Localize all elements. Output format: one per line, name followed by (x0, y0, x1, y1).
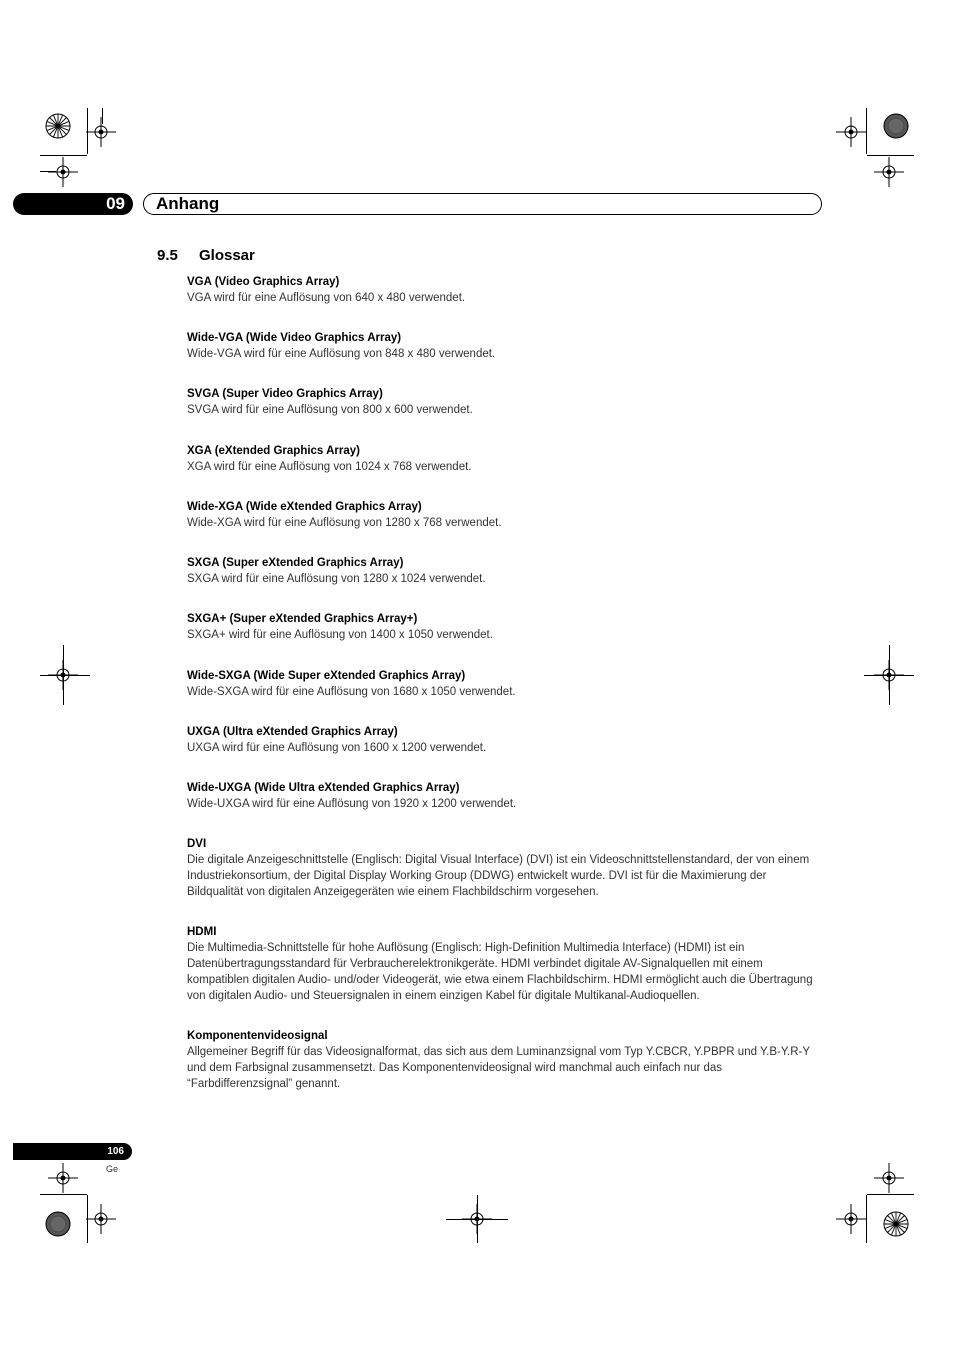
glossary-entry (187, 386, 823, 418)
crop-line (864, 675, 914, 676)
registration-circle-icon (44, 112, 72, 140)
chapter-title: Anhang (156, 194, 220, 213)
chapter-number-tab: 09 (13, 193, 133, 215)
glossary-term: XGA (eXtended Graphics Array) (187, 445, 360, 457)
glossary-definition: Die digitale Anzeigeschnittstelle (Englisch: Digital Visual Interface) (DVI) ist ein Videoschnittstellenstandard, der von einem Industriekonsortium, der Digital Display Working Group (DDWG) entwickelt wurde. DVI ist für die Maximierung der Bildqualität von digitalen Anzeigegeräten wie einem Flachbildschirm vorgesehen. (187, 854, 810, 898)
glossary-entry (187, 499, 823, 531)
glossary-term: VGA (Video Graphics Array) (187, 276, 340, 288)
crop-line (40, 171, 56, 172)
crop-line (477, 1195, 478, 1243)
crop-line (40, 1194, 87, 1195)
glossary-definition: VGA wird für eine Auflösung von 640 x 480 verwendet. (187, 292, 466, 304)
glossary-term: Wide-SXGA (Wide Super eXtended Graphics Array) (187, 670, 466, 682)
section-heading (157, 247, 255, 264)
crop-line (40, 155, 87, 156)
glossary-term: HDMI (187, 926, 217, 938)
glossary-entry (187, 1028, 823, 1092)
glossary-term: SVGA (Super Video Graphics Array) (187, 388, 383, 400)
registration-circle-icon (882, 112, 910, 140)
glossary-term: Wide-UXGA (Wide Ultra eXtended Graphics Array) (187, 782, 460, 794)
glossary-term: Wide-VGA (Wide Video Graphics Array) (187, 332, 402, 344)
chapter-header-bar (143, 193, 822, 215)
glossary-entry (187, 330, 823, 362)
glossary-entry (187, 724, 823, 756)
section-number: 9.5 (157, 247, 178, 264)
crosshair-icon (874, 157, 904, 187)
language-code: Ge (106, 1164, 119, 1174)
crop-line (867, 155, 914, 156)
crop-line (102, 108, 103, 124)
glossary-term: UXGA (Ultra eXtended Graphics Array) (187, 726, 398, 738)
registration-circle-icon (882, 1210, 910, 1238)
glossary-entry (187, 668, 823, 700)
glossary-definition: XGA wird für eine Auflösung von 1024 x 768 verwendet. (187, 461, 472, 473)
crosshair-icon (836, 117, 866, 147)
glossary-term: SXGA (Super eXtended Graphics Array) (187, 557, 404, 569)
crop-line (866, 108, 867, 154)
glossary-definition: SXGA wird für eine Auflösung von 1280 x 1024 verwendet. (187, 573, 486, 585)
glossary-definition: SVGA wird für eine Auflösung von 800 x 600 verwendet. (187, 404, 473, 416)
crosshair-icon (86, 1204, 116, 1234)
section-title: Glossar (199, 247, 255, 264)
glossary-definition: UXGA wird für eine Auflösung von 1600 x 1200 verwendet. (187, 742, 487, 754)
glossary-term: Komponentenvideosignal (187, 1030, 328, 1042)
page-number: 106 (13, 1143, 132, 1160)
glossary-entry (187, 555, 823, 587)
crop-line (87, 1195, 88, 1243)
glossary-entry (187, 274, 823, 306)
glossary-entry (187, 611, 823, 643)
glossary-list (187, 274, 823, 1092)
glossary-definition: SXGA+ wird für eine Auflösung von 1400 x 1050 verwendet. (187, 629, 493, 641)
glossary-definition: Allgemeiner Begriff für das Videosignalformat, das sich aus dem Luminanzsignal vom Typ Y.CBCR, Y.PBPR und Y.B-Y.R-Y und dem Farbsignal zusammensetzt. Das Komponentenvideosignal wird manchmal auch einfach nur das “Farbdifferenzsignal” genannt. (187, 1046, 810, 1090)
glossary-entry (187, 924, 823, 1004)
crop-line (867, 1194, 914, 1195)
registration-circle-icon (44, 1210, 72, 1238)
glossary-term: SXGA+ (Super eXtended Graphics Array+) (187, 613, 418, 625)
crop-line (40, 675, 90, 676)
crosshair-icon (48, 157, 78, 187)
crop-line (87, 108, 88, 154)
glossary-definition: Wide-VGA wird für eine Auflösung von 848 x 480 verwendet. (187, 348, 496, 360)
crop-line (866, 1195, 867, 1243)
glossary-entry (187, 836, 823, 900)
crosshair-icon (48, 1163, 78, 1193)
glossary-term: DVI (187, 838, 207, 850)
crosshair-icon (836, 1204, 866, 1234)
glossary-term: Wide-XGA (Wide eXtended Graphics Array) (187, 501, 422, 513)
glossary-definition: Wide-SXGA wird für eine Auflösung von 1680 x 1050 verwendet. (187, 686, 516, 698)
glossary-definition: Wide-XGA wird für eine Auflösung von 1280 x 768 verwendet. (187, 517, 502, 529)
glossary-entry (187, 443, 823, 475)
crosshair-icon (86, 117, 116, 147)
glossary-definition: Wide-UXGA wird für eine Auflösung von 1920 x 1200 verwendet. (187, 798, 517, 810)
crosshair-icon (874, 1163, 904, 1193)
glossary-definition: Die Multimedia-Schnittstelle für hohe Auflösung (Englisch: High-Definition Multimedia Interface) (HDMI) ist ein Datenübertragungsstandard für Verbraucherelektronikgeräte. HDMI verbindet digitale AV-Signalquellen mit einem kompatiblen digitalen Audio- und/oder Videogerät, wie etwa einem Flachbildschirm. HDMI ermöglicht auch die Übertragung von digitalen Audio- und Steuersignalen in einem einzigen Kabel für digitale Multikanal-Audioquellen. (187, 942, 813, 1002)
glossary-entry (187, 780, 823, 812)
